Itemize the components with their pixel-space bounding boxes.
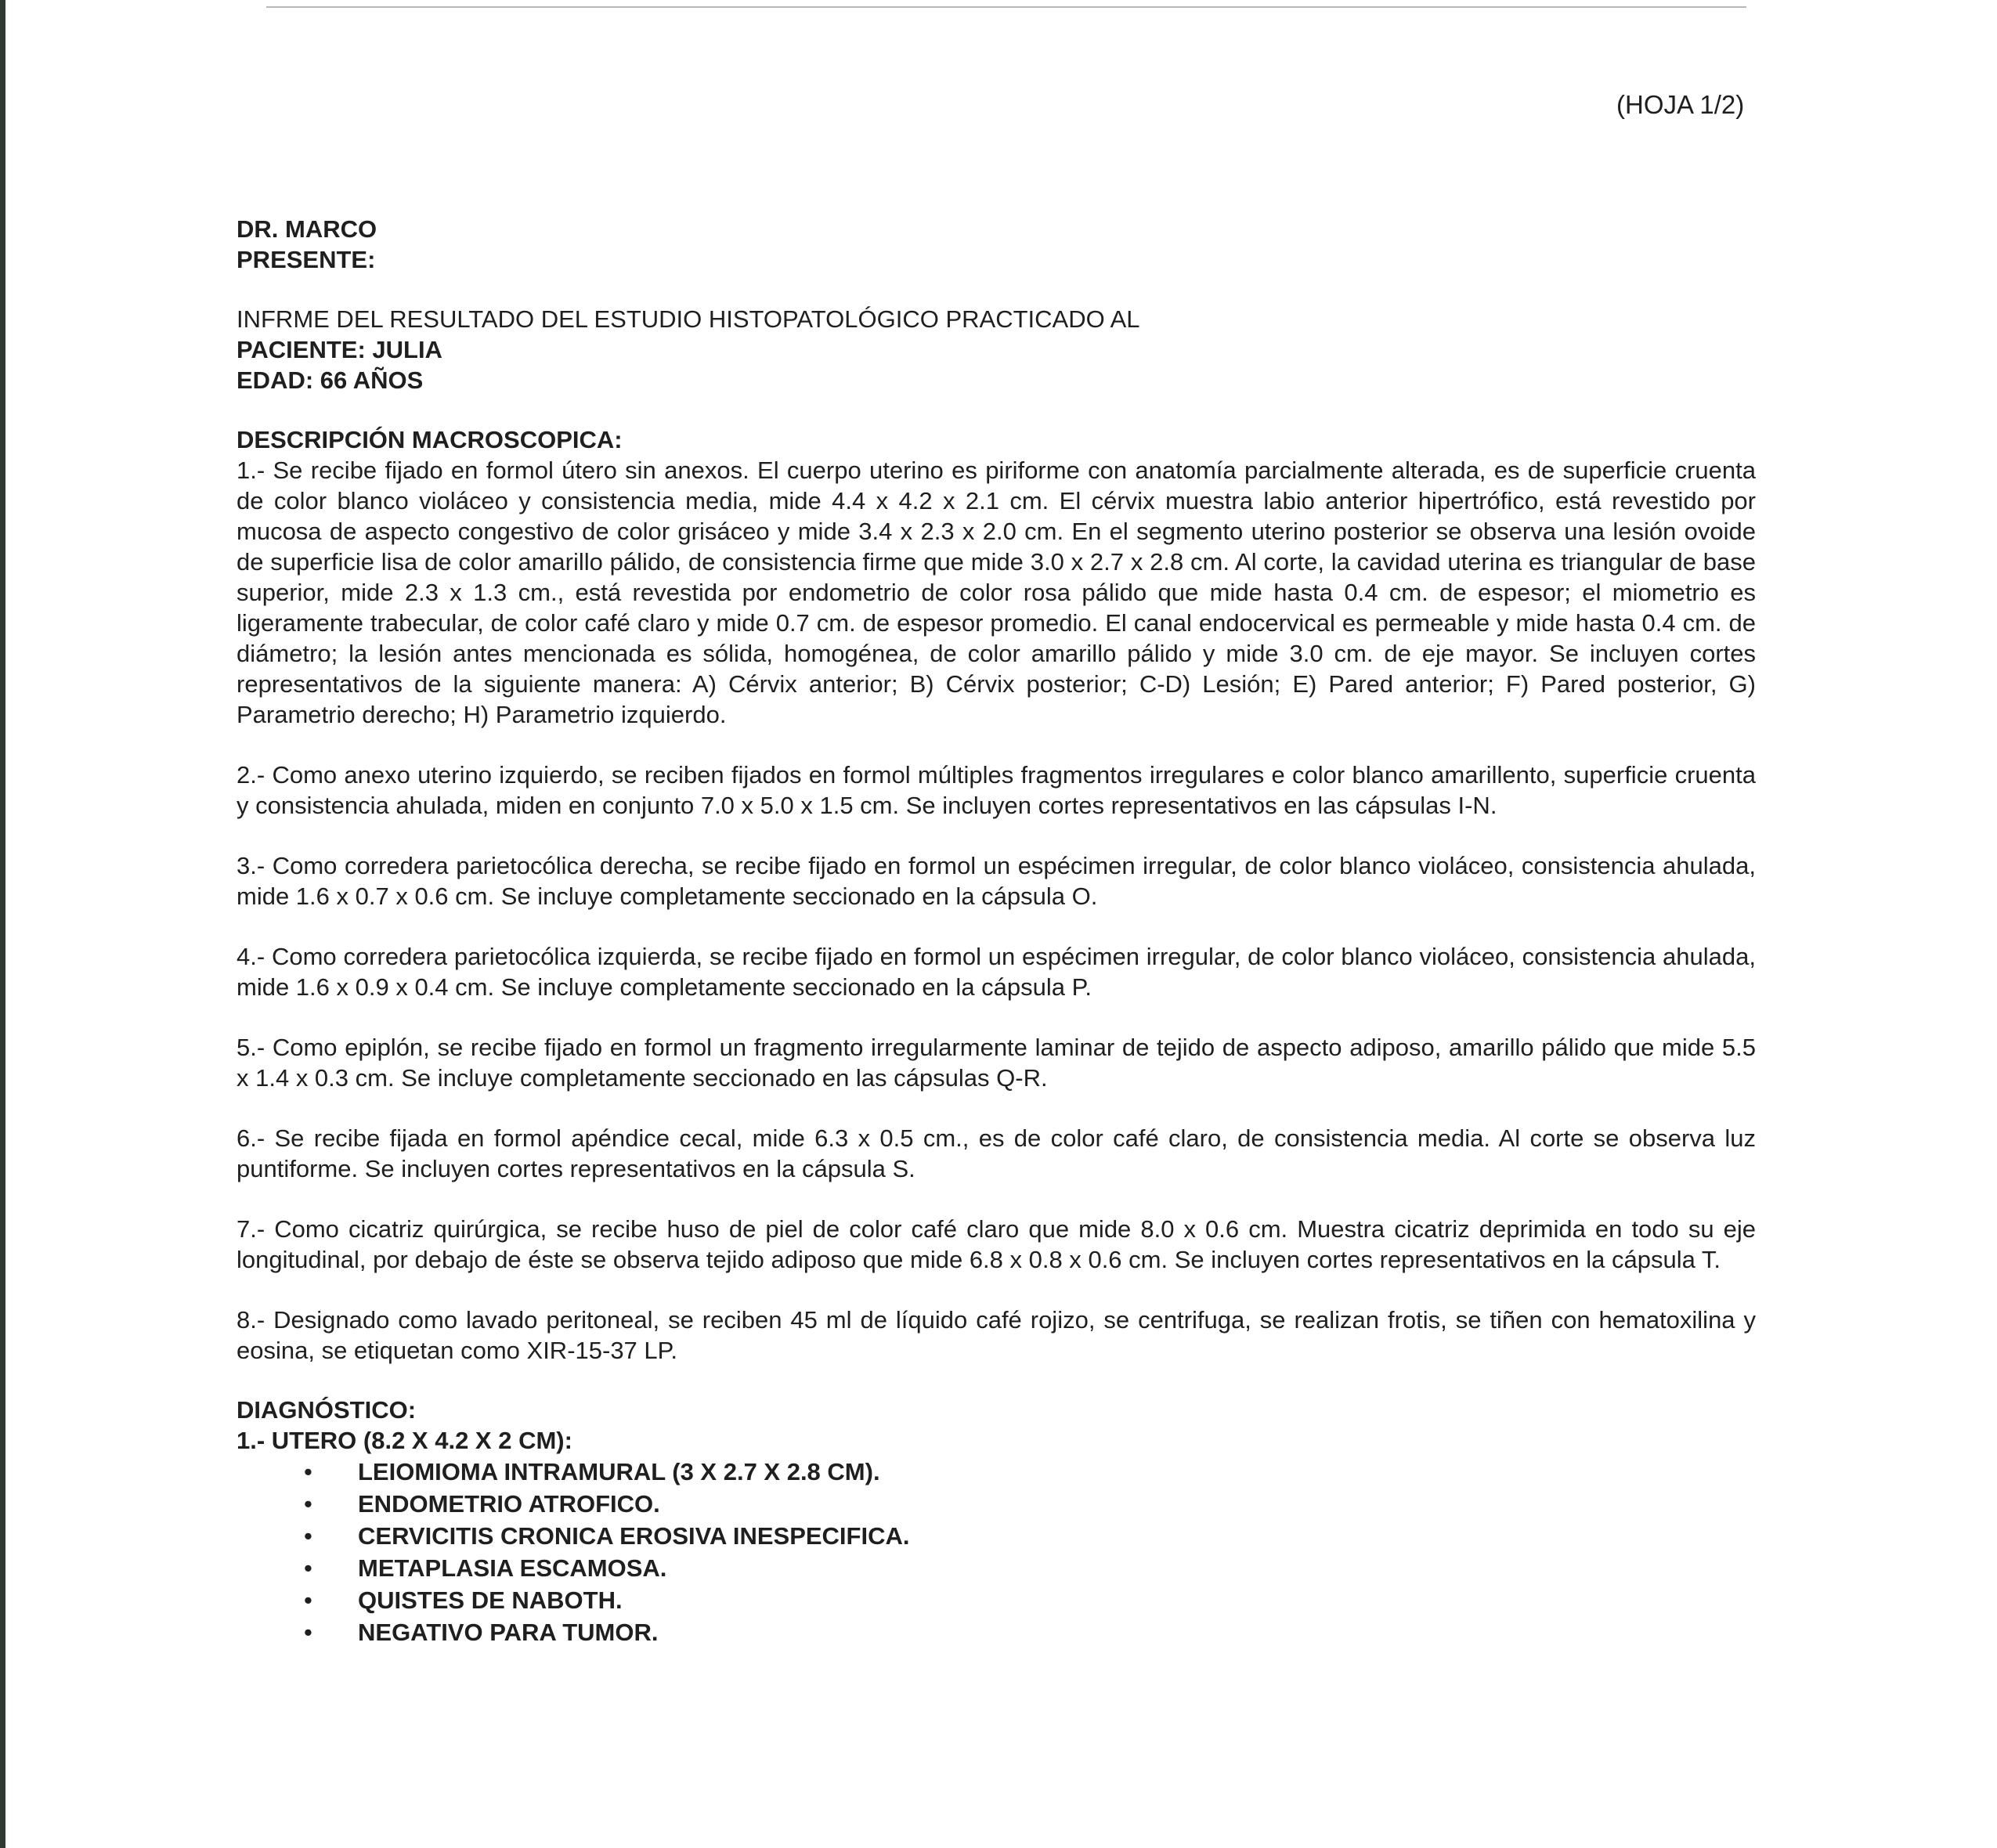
- macroscopic-item-4: 4.- Como corredera parietocólica izquierda, se recibe fijado en formol un espécimen irregular, de color blanco violáceo, consistencia ahulada, mide 1.6 x 0.9 x 0.4 cm. Se incluye completamente seccionado en la cápsula P.: [237, 943, 1756, 1001]
- diagnosis-heading: DIAGNÓSTICO:: [237, 1396, 417, 1424]
- macroscopic-item-1: 1.- Se recibe fijado en formol útero sin anexos. El cuerpo uterino es piriforme con anatomía parcialmente alterada, es de superficie cruenta de color blanco violáceo y consistencia media, mide 4.4 x 4.2 x 2.1 cm. El cérvix muestra labio anterior hipertrófico, está revestido por mucosa de aspecto congestivo de color grisáceo y mide 3.4 x 2.3 x 2.0 cm. En el segmento uterino posterior se observa una lesión ovoide de superficie lisa de color amarillo pálido, de consistencia firme que mide 3.0 x 2.7 x 2.8 cm. Al corte, la cavidad uterina es triangular de base superior, mide 2.3 x 1.3 cm., está revestida por endometrio de color rosa pálido que mide hasta 0.4 cm. de espesor; el miometrio es ligeramente trabecular, de color café claro y mide 0.7 cm. de espesor promedio. El canal endocervical es permeable y mide hasta 0.4 cm. de diámetro; la lesión antes mencionada es sólida, homogénea, de color amarillo pálido y mide 3.0 cm. de eje mayor. Se incluyen cortes representativos de la siguiente manera: A) Cérvix anterior; B) Cérvix posterior; C-D) Lesión; E) Pared anterior; F) Pared posterior, G) Parametrio derecho; H) Parametrio izquierdo.: [237, 457, 1756, 728]
- scan-left-edge: [0, 0, 5, 1848]
- diagnosis-item: [237, 1456, 1756, 1488]
- diagnosis-item-text: NEGATIVO PARA TUMOR.: [358, 1619, 659, 1646]
- macroscopic-item-8: 8.- Designado como lavado peritoneal, se reciben 45 ml de líquido café rojizo, se centrifuga, se realizan frotis, se tiñen con hematoxilina y eosina, se etiquetan como XIR-15-37 LP.: [237, 1306, 1756, 1364]
- bullet-icon: •: [304, 1586, 312, 1614]
- report-title: INFRME DEL RESULTADO DEL ESTUDIO HISTOPATOLÓGICO PRACTICADO AL: [237, 305, 1140, 333]
- addressee-block: [237, 214, 1756, 275]
- diagnosis-subheading: 1.- UTERO (8.2 X 4.2 X 2 CM):: [237, 1427, 572, 1454]
- bullet-icon: •: [304, 1522, 312, 1550]
- bullet-icon: •: [304, 1458, 312, 1485]
- macroscopic-heading: DESCRIPCIÓN MACROSCOPICA:: [237, 426, 623, 453]
- macroscopic-section: [237, 424, 1756, 1366]
- bullet-icon: •: [304, 1554, 312, 1582]
- macroscopic-item-6: 6.- Se recibe fijada en formol apéndice cecal, mide 6.3 x 0.5 cm., es de color café claro, de consistencia media. Al corte se observa luz puntiforme. Se incluyen cortes representativos en la cápsula S.: [237, 1124, 1756, 1182]
- addressee-salutation: PRESENTE:: [237, 246, 376, 273]
- bullet-icon: •: [304, 1619, 312, 1646]
- diagnosis-section: [237, 1395, 1756, 1648]
- diagnosis-item-text: LEIOMIOMA INTRAMURAL (3 X 2.7 X 2.8 CM).: [358, 1458, 880, 1485]
- macroscopic-item-2: 2.- Como anexo uterino izquierdo, se reciben fijados en formol múltiples fragmentos irregulares e color blanco amarillento, superficie cruenta y consistencia ahulada, miden en conjunto 7.0 x 5.0 x 1.5 cm. Se incluyen cortes representativos en las cápsulas I-N.: [237, 761, 1756, 819]
- diagnosis-item: [237, 1488, 1756, 1520]
- bullet-icon: •: [304, 1490, 312, 1518]
- patient-age: EDAD: 66 AÑOS: [237, 366, 424, 394]
- page-number: (HOJA 1/2): [1616, 90, 1745, 119]
- report-header-block: [237, 304, 1756, 395]
- diagnosis-item: [237, 1616, 1756, 1648]
- diagnosis-item: [237, 1520, 1756, 1552]
- diagnosis-item: [237, 1584, 1756, 1616]
- top-rule: [266, 6, 1746, 8]
- diagnosis-item: [237, 1552, 1756, 1584]
- macroscopic-item-5: 5.- Como epiplón, se recibe fijado en formol un fragmento irregularmente laminar de tejido de aspecto adiposo, amarillo pálido que mide 5.5 x 1.4 x 0.3 cm. Se incluye completamente seccionado en las cápsulas Q-R.: [237, 1034, 1756, 1092]
- diagnosis-item-text: CERVICITIS CRONICA EROSIVA INESPECIFICA.: [358, 1522, 910, 1550]
- macroscopic-item-3: 3.- Como corredera parietocólica derecha, se recibe fijado en formol un espécimen irregular, de color blanco violáceo, consistencia ahulada, mide 1.6 x 0.7 x 0.6 cm. Se incluye completamente seccionado en la cápsula O.: [237, 852, 1756, 910]
- addressee-name: DR. MARCO: [237, 215, 377, 243]
- macroscopic-item-7: 7.- Como cicatriz quirúrgica, se recibe huso de piel de color café claro que mide 8.0 x 0.6 cm. Muestra cicatriz deprimida en todo su eje longitudinal, por debajo de éste se observa tejido adiposo que mide 6.8 x 0.8 x 0.6 cm. Se incluyen cortes representativos en la cápsula T.: [237, 1215, 1756, 1273]
- patient-name: PACIENTE: JULIA: [237, 336, 442, 363]
- diagnosis-item-text: QUISTES DE NABOTH.: [358, 1586, 623, 1614]
- diagnosis-list: [237, 1456, 1756, 1648]
- diagnosis-item-text: ENDOMETRIO ATROFICO.: [358, 1490, 660, 1518]
- diagnosis-item-text: METAPLASIA ESCAMOSA.: [358, 1554, 667, 1582]
- report-body: [237, 214, 1756, 1648]
